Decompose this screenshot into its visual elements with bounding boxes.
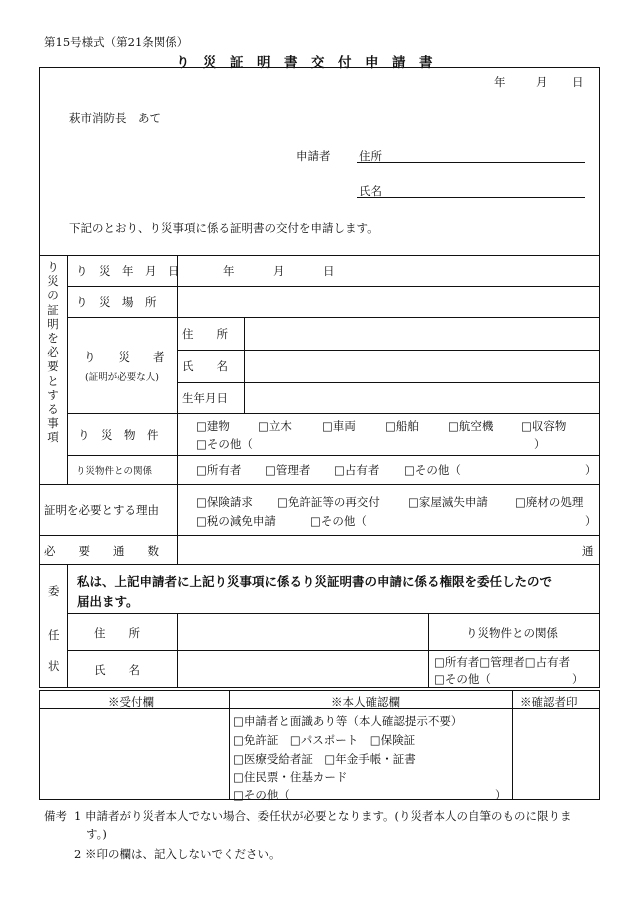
disaster-place-label: り 災 場 所 <box>76 295 157 309</box>
reason-opt-house[interactable]: □家屋滅失申請 <box>408 495 488 509</box>
proxy-relation-close: ） <box>572 672 584 686</box>
reason-opt-other[interactable]: □その他（ <box>310 514 367 528</box>
victim-note: (証明が必要な人) <box>85 372 159 383</box>
copies-unit: 通 <box>582 544 594 558</box>
copies-label: 必 要 通 数 <box>44 544 159 558</box>
property-opt-aircraft[interactable]: □航空機 <box>448 419 494 433</box>
reason-opt-waste[interactable]: □廃材の処理 <box>515 495 584 509</box>
property-opt-other[interactable]: □その他（ <box>196 437 253 451</box>
confirmer-seal-header: ※確認者印 <box>520 695 578 709</box>
grid-line <box>177 613 178 688</box>
applicant-name-line[interactable] <box>357 197 585 198</box>
property-opt-vehicle[interactable]: □車両 <box>322 419 356 433</box>
relation-label: り災物件との関係 <box>76 466 153 477</box>
date-year: 年 <box>494 75 506 89</box>
victim-name-label: 氏 名 <box>182 359 228 373</box>
reason-label: 証明を必要とする理由 <box>44 503 159 517</box>
grid-line <box>177 382 600 383</box>
notes-label: 備考 <box>44 809 67 823</box>
proxy-name-label: 氏 名 <box>94 663 140 677</box>
grid-line <box>229 690 230 800</box>
grid-line <box>244 317 245 413</box>
identity-check-close: ） <box>495 788 507 802</box>
proxy-relation-other[interactable]: □その他（ <box>434 672 491 686</box>
relation-opt-occupant[interactable]: □占有者 <box>334 463 380 477</box>
note-1-line2: す。) <box>86 827 107 841</box>
disaster-date-year: 年 <box>223 264 235 278</box>
proxy-relation-options[interactable]: □所有者□管理者□占有者 <box>434 655 571 669</box>
grid-line <box>177 350 600 351</box>
proxy-statement-line2: 届出ます。 <box>77 594 139 609</box>
grid-line <box>67 286 600 287</box>
form-number: 第15号様式（第21条関係） <box>44 35 189 49</box>
proxy-vertical-1: 委 <box>48 584 60 598</box>
victim-birthdate-label: 生年月日 <box>182 391 228 405</box>
section-label: り災の証明を必要とする事項 <box>47 260 59 445</box>
property-opt-building[interactable]: □建物 <box>196 419 230 433</box>
reason-opt-tax[interactable]: □税の減免申請 <box>196 514 276 528</box>
identity-check-4[interactable]: □住民票・住基カード <box>233 770 348 784</box>
disaster-date-label: り 災 年 月 日 <box>76 264 180 278</box>
proxy-address-label: 住 所 <box>94 626 140 640</box>
note-2: 2 ※印の欄は、記入しないでください。 <box>74 847 281 861</box>
identity-check-2[interactable]: □免許証 □パスポート □保険証 <box>233 733 416 747</box>
identity-check-1[interactable]: □申請者と面識あり等（本人確認提示不要） <box>233 714 463 728</box>
identity-check-3[interactable]: □医療受給者証 □年金手帳・証書 <box>233 752 416 766</box>
relation-opt-manager[interactable]: □管理者 <box>265 463 311 477</box>
relation-opt-owner[interactable]: □所有者 <box>196 463 242 477</box>
note-1-line1: 1 申請者がり災者本人でない場合、委任状が必要となります。(り災者本人の自筆のものに限りま <box>74 809 572 823</box>
property-opt-tree[interactable]: □立木 <box>258 419 292 433</box>
grid-line <box>67 564 68 688</box>
identity-check-5[interactable]: □その他（ <box>233 788 290 802</box>
relation-opt-other[interactable]: □その他（ <box>404 463 461 477</box>
disaster-date-day: 日 <box>323 264 335 278</box>
proxy-statement-line1: 私は、上記申請者に上記り災事項に係るり災証明書の申請に係る権限を委任したので <box>77 574 553 589</box>
date-month: 月 <box>536 75 548 89</box>
victim-label: り 災 者 <box>84 350 165 364</box>
grid-line <box>428 613 429 688</box>
victim-address-label: 住 所 <box>182 327 228 341</box>
property-opt-ship[interactable]: □船舶 <box>385 419 419 433</box>
disaster-date-month: 月 <box>273 264 285 278</box>
grid-line <box>67 613 600 614</box>
grid-line <box>67 255 68 484</box>
grid-line <box>67 317 600 318</box>
grid-line <box>39 484 600 485</box>
form-title: り 災 証 明 書 交 付 申 請 書 <box>176 55 433 71</box>
applicant-name-label: 氏名 <box>359 184 382 198</box>
grid-line <box>39 564 600 565</box>
addressee: 萩市消防長 あて <box>69 111 161 125</box>
grid-line <box>512 690 513 800</box>
proxy-vertical-3: 状 <box>48 659 60 673</box>
identity-header: ※本人確認欄 <box>331 695 400 709</box>
grid-line <box>67 413 600 414</box>
property-opt-contents[interactable]: □収容物 <box>521 419 567 433</box>
property-label: り 災 物 件 <box>78 428 159 442</box>
date-day: 日 <box>572 75 584 89</box>
property-close: ） <box>534 437 546 451</box>
grid-line <box>39 535 600 536</box>
grid-line <box>177 255 178 564</box>
request-text: 下記のとおり、り災事項に係る証明書の交付を申請します。 <box>69 221 379 235</box>
proxy-relation-label: り災物件との関係 <box>466 626 558 640</box>
grid-line <box>67 455 600 456</box>
proxy-vertical-2: 任 <box>48 628 60 642</box>
reception-header: ※受付欄 <box>108 695 154 709</box>
grid-line <box>67 650 600 651</box>
divider <box>39 255 600 256</box>
applicant-address-line[interactable] <box>357 162 585 163</box>
applicant-label: 申請者 <box>296 149 331 163</box>
reason-opt-insurance[interactable]: □保険請求 <box>196 495 253 509</box>
reason-close: ） <box>585 514 597 528</box>
reason-opt-license[interactable]: □免許証等の再交付 <box>277 495 380 509</box>
relation-close: ） <box>585 463 597 477</box>
applicant-address-label: 住所 <box>359 149 382 163</box>
